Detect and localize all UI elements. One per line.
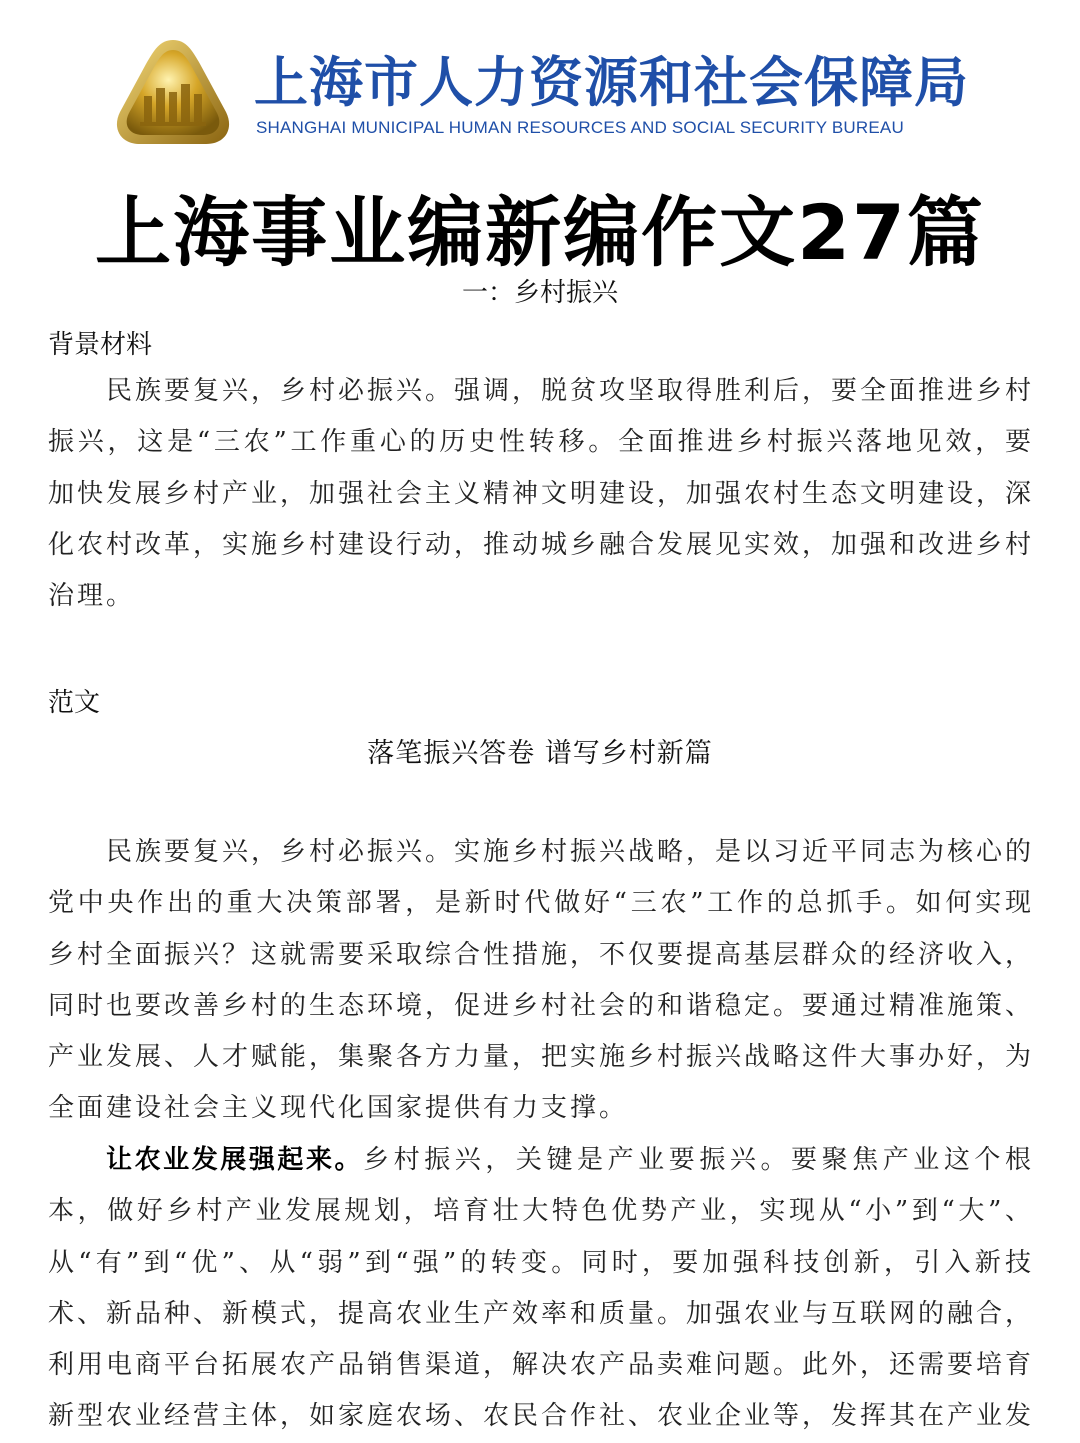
background-label: 背景材料 bbox=[48, 330, 153, 360]
header bbox=[108, 34, 968, 154]
paragraph-body: 乡村振兴，关键是产业要振兴。要聚焦产业这个根本，做好乡村产业发展规划，培育壮大特色优势产业，实现从“小”到“大”、从“有”到“优”、从“弱”到“强”的转变。同时，要加强科技创新，引入新技术、新品种、新模式，提高农业生产效率和质量。加强农业与互联网的融合，利用电商平台拓展农产品销售渠道，解决农产品卖难问题。此外，还需要培育新型农业经营主体，如家庭农场、农民合作社、农业企业等，发挥其在产业发 bbox=[48, 1145, 1035, 1432]
background-paragraph: 民族要复兴，乡村必振兴。强调，脱贫攻坚取得胜利后，要全面推进乡村振兴，这是“三农”工作重心的历史性转移。全面推进乡村振兴落地见效，要加快发展乡村产业，加强社会主义精神文明建设，加强农村生态文明建设，深化农村改革，实施乡村建设行动，推动城乡融合发展见实效，加强和改进乡村治理。 bbox=[48, 376, 1035, 612]
gold-triangular-emblem-icon bbox=[108, 34, 238, 150]
page-subtitle: 一：乡村振兴 bbox=[461, 278, 618, 308]
paragraph-lead-heading: 让农业发展强起来。 bbox=[106, 1145, 364, 1175]
org-name-cn: 上海市人力资源和社会保障局 bbox=[254, 51, 969, 114]
essay-paragraph-2 bbox=[48, 1135, 1034, 1443]
essay-title: 落笔振兴答卷 谱写乡村新篇 bbox=[367, 738, 713, 769]
page-title: 上海事业编新编作文27篇 bbox=[95, 188, 985, 277]
essay-paragraph-1: 民族要复兴，乡村必振兴。实施乡村振兴战略，是以习近平同志为核心的党中央作出的重大决策部署，是新时代做好“三农”工作的总抓手。如何实现乡村全面振兴？这就需要采取综合性措施，不仅要提高基层群众的经济收入，同时也要改善乡村的生态环境，促进乡村社会的和谐稳定。要通过精准施策、产业发展、人才赋能，集聚各方力量，把实施乡村振兴战略这件大事办好，为全面建设社会主义现代化国家提供有力支撑。 bbox=[48, 837, 1035, 1124]
org-name-en: SHANGHAI MUNICIPAL HUMAN RESOURCES AND SOCIAL SECURITY BUREAU bbox=[256, 118, 904, 137]
essay-label: 范文 bbox=[48, 688, 101, 718]
